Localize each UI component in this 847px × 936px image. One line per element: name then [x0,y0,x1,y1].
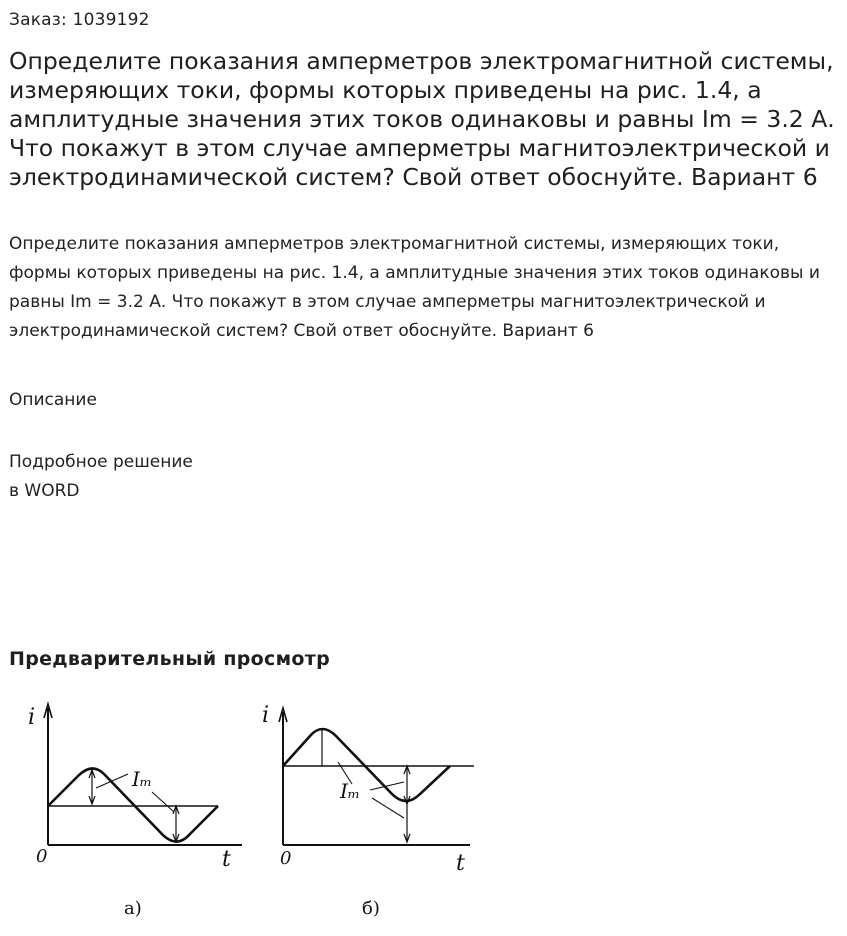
description-section-label: Описание [9,390,97,410]
graph-b-y-axis-label: i [262,703,270,728]
solution-format-line-1: Подробное решение [9,452,193,472]
graph-b-caption: б) [362,898,380,919]
waveform-graph-b [279,708,474,845]
task-description: Определите показания амперметров электромагнитной системы, измеряющих токи, формы которых приведены на рис. 1.4, а амплитудные значения этих токов одинаковы и равны Im = 3.2 А. Что покажут в этом случае амперметры магнитоэлектрической и электродинамической систем? Свой ответ обоснуйте. Вариант 6 [9,234,820,341]
page-title: Определите показания амперметров электромагнитной системы, измеряющих токи, формы которых приведены на рис. 1.4, а амплитудные значения этих токов одинаковы и равны Im = 3.2 А. Что покажут в этом случае амперметры магнитоэлектрической и электродинамической систем? Свой ответ обоснуйте. Вариант 6 [9,47,835,191]
graph-a-y-axis-label: i [28,705,36,730]
solution-format-line-2: в WORD [9,481,80,501]
graph-a-x-axis-label: t [222,847,231,872]
graph-a-caption: а) [124,898,142,919]
graph-a-origin-label: 0 [36,846,48,867]
graph-b-amplitude-label: Iₘ [340,779,361,803]
graph-b-x-axis-label: t [456,851,465,876]
graph-b-origin-label: 0 [280,848,292,869]
preview-heading: Предварительный просмотр [9,648,330,670]
order-number: Заказ: 1039192 [9,10,150,30]
preview-figure [0,690,520,930]
graph-a-amplitude-label: Iₘ [132,767,153,791]
